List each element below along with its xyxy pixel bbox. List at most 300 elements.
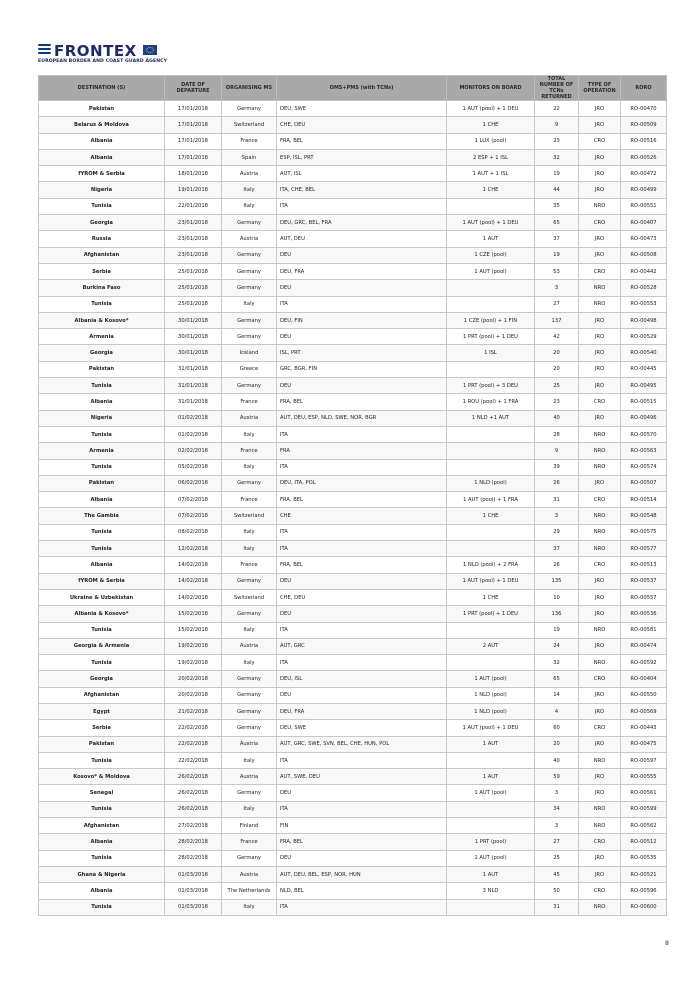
destination-cell: Pakistan <box>39 361 165 377</box>
departure-date-cell: 05/02/2018 <box>165 459 222 475</box>
frontex-lines-icon <box>38 44 51 56</box>
operation-type-cell: CRO <box>579 133 621 149</box>
organising-ms-cell: Greece <box>222 361 277 377</box>
total-returned-cell: 3 <box>535 785 579 801</box>
destination-cell: Armenia <box>39 329 165 345</box>
table-row <box>39 801 667 817</box>
monitors-cell: 1 PRT (pool) + 1 DEU <box>447 606 535 622</box>
table-row <box>39 166 667 182</box>
table-row <box>39 149 667 165</box>
destination-cell: Tunisia <box>39 459 165 475</box>
destination-cell: Serbia <box>39 720 165 736</box>
participating-ms-cell: FRA, BEL <box>277 492 447 508</box>
participating-ms-cell: ITA <box>277 541 447 557</box>
departure-date-cell: 23/01/2018 <box>165 247 222 263</box>
monitors-cell <box>447 361 535 377</box>
table-body <box>39 101 667 916</box>
destination-cell: Tunisia <box>39 850 165 866</box>
destination-cell: Albania <box>39 149 165 165</box>
participating-ms-cell: DEU, FIN <box>277 312 447 328</box>
table-row <box>39 345 667 361</box>
operation-type-cell: NRO <box>579 508 621 524</box>
table-row <box>39 280 667 296</box>
roro-cell: RO-00528 <box>621 280 667 296</box>
roro-cell: RO-00563 <box>621 443 667 459</box>
organising-ms-cell: Switzerland <box>222 589 277 605</box>
organising-ms-cell: The Netherlands <box>222 883 277 899</box>
participating-ms-cell: AUT, DEU, BEL, ESP, NOR, HUN <box>277 866 447 882</box>
destination-cell: Tunisia <box>39 899 165 915</box>
participating-ms-cell: DEU, SWE <box>277 101 447 117</box>
total-returned-cell: 26 <box>535 557 579 573</box>
destination-cell: The Gambia <box>39 508 165 524</box>
operation-type-cell: JRO <box>579 573 621 589</box>
roro-cell: RO-00570 <box>621 426 667 442</box>
roro-cell: RO-00597 <box>621 752 667 768</box>
organising-ms-cell: Iceland <box>222 345 277 361</box>
table-row <box>39 361 667 377</box>
table-row <box>39 459 667 475</box>
total-returned-cell: 3 <box>535 508 579 524</box>
total-returned-cell: 23 <box>535 394 579 410</box>
operation-type-cell: JRO <box>579 166 621 182</box>
departure-date-cell: 01/02/2018 <box>165 410 222 426</box>
operation-type-cell: JRO <box>579 410 621 426</box>
operation-type-cell: JRO <box>579 378 621 394</box>
destination-cell: Tunisia <box>39 801 165 817</box>
total-returned-cell: 60 <box>535 720 579 736</box>
total-returned-cell: 40 <box>535 752 579 768</box>
roro-cell: RO-00473 <box>621 231 667 247</box>
operation-type-cell: JRO <box>579 687 621 703</box>
roro-cell: RO-00508 <box>621 247 667 263</box>
table-row <box>39 573 667 589</box>
total-returned-cell: 9 <box>535 117 579 133</box>
table-row <box>39 492 667 508</box>
total-returned-cell: 3 <box>535 818 579 834</box>
participating-ms-cell: ITA <box>277 459 447 475</box>
participating-ms-cell: DEU <box>277 280 447 296</box>
monitors-cell <box>447 443 535 459</box>
departure-date-cell: 30/01/2018 <box>165 345 222 361</box>
participating-ms-cell: DEU <box>277 247 447 263</box>
table-row <box>39 655 667 671</box>
total-returned-cell: 65 <box>535 215 579 231</box>
roro-cell: RO-00540 <box>621 345 667 361</box>
participating-ms-cell: FRA, BEL <box>277 394 447 410</box>
total-returned-cell: 27 <box>535 834 579 850</box>
table-row <box>39 410 667 426</box>
departure-date-cell: 14/02/2018 <box>165 573 222 589</box>
table-row <box>39 785 667 801</box>
participating-ms-cell: NLD, BEL <box>277 883 447 899</box>
table-row <box>39 263 667 279</box>
monitors-cell: 1 AUT <box>447 769 535 785</box>
operation-type-cell: CRO <box>579 834 621 850</box>
participating-ms-cell: FRA, BEL <box>277 834 447 850</box>
operation-type-cell: NRO <box>579 459 621 475</box>
roro-cell: RO-00514 <box>621 492 667 508</box>
monitors-cell: 1 PRT (pool) + 1 DEU <box>447 329 535 345</box>
destination-cell: Afghanistan <box>39 818 165 834</box>
departure-date-cell: 06/02/2018 <box>165 475 222 491</box>
header-destination: DESTINATION (S) <box>39 76 165 101</box>
table-row <box>39 622 667 638</box>
total-returned-cell: 37 <box>535 541 579 557</box>
destination-cell: Pakistan <box>39 475 165 491</box>
organising-ms-cell: Italy <box>222 182 277 198</box>
roro-cell: RO-00407 <box>621 215 667 231</box>
roro-cell: RO-00575 <box>621 524 667 540</box>
organising-ms-cell: Germany <box>222 606 277 622</box>
organising-ms-cell: France <box>222 834 277 850</box>
operation-type-cell: NRO <box>579 818 621 834</box>
total-returned-cell: 53 <box>535 263 579 279</box>
total-returned-cell: 20 <box>535 361 579 377</box>
destination-cell: Albania <box>39 883 165 899</box>
monitors-cell: 1 AUT (pool) <box>447 850 535 866</box>
departure-date-cell: 17/01/2018 <box>165 117 222 133</box>
organising-ms-cell: Germany <box>222 280 277 296</box>
total-returned-cell: 42 <box>535 329 579 345</box>
table-row <box>39 883 667 899</box>
table-row <box>39 850 667 866</box>
departure-date-cell: 19/01/2018 <box>165 182 222 198</box>
operation-type-cell: CRO <box>579 394 621 410</box>
operation-type-cell: NRO <box>579 426 621 442</box>
table-row <box>39 720 667 736</box>
total-returned-cell: 137 <box>535 312 579 328</box>
departure-date-cell: 22/01/2018 <box>165 198 222 214</box>
departure-date-cell: 31/01/2018 <box>165 361 222 377</box>
participating-ms-cell: ITA <box>277 426 447 442</box>
organising-ms-cell: France <box>222 443 277 459</box>
table-row <box>39 508 667 524</box>
organising-ms-cell: Germany <box>222 687 277 703</box>
destination-cell: Burkina Faso <box>39 280 165 296</box>
monitors-cell <box>447 524 535 540</box>
participating-ms-cell: AUT, GRC, SWE, SVN, BEL, CHE, HUN, POL <box>277 736 447 752</box>
participating-ms-cell: ITA, CHE, BEL <box>277 182 447 198</box>
organising-ms-cell: Italy <box>222 752 277 768</box>
destination-cell: Serbia <box>39 263 165 279</box>
roro-cell: RO-00507 <box>621 475 667 491</box>
destination-cell: Tunisia <box>39 198 165 214</box>
total-returned-cell: 29 <box>535 524 579 540</box>
organising-ms-cell: France <box>222 394 277 410</box>
table-row <box>39 589 667 605</box>
table-row <box>39 426 667 442</box>
departure-date-cell: 02/02/2018 <box>165 443 222 459</box>
roro-cell: RO-00445 <box>621 361 667 377</box>
participating-ms-cell: DEU <box>277 606 447 622</box>
departure-date-cell: 25/01/2018 <box>165 296 222 312</box>
monitors-cell: 1 AUT + 1 ISL <box>447 166 535 182</box>
total-returned-cell: 59 <box>535 769 579 785</box>
logo-subtitle: EUROPEAN BORDER AND COAST GUARD AGENCY <box>38 59 168 64</box>
organising-ms-cell: France <box>222 557 277 573</box>
total-returned-cell: 50 <box>535 883 579 899</box>
monitors-cell: 1 CHE <box>447 117 535 133</box>
participating-ms-cell: AUT, DEU <box>277 231 447 247</box>
header-oms-pms: OMS+PMS (with TCNs) <box>277 76 447 101</box>
organising-ms-cell: Austria <box>222 410 277 426</box>
monitors-cell: 1 CHE <box>447 589 535 605</box>
departure-date-cell: 23/01/2018 <box>165 231 222 247</box>
departure-date-cell: 31/01/2018 <box>165 394 222 410</box>
total-returned-cell: 23 <box>535 133 579 149</box>
roro-cell: RO-00574 <box>621 459 667 475</box>
monitors-cell <box>447 655 535 671</box>
total-returned-cell: 65 <box>535 671 579 687</box>
operation-type-cell: CRO <box>579 215 621 231</box>
destination-cell: Afghanistan <box>39 687 165 703</box>
participating-ms-cell: ITA <box>277 622 447 638</box>
participating-ms-cell: AUT, ISL <box>277 166 447 182</box>
organising-ms-cell: Germany <box>222 703 277 719</box>
destination-cell: Ukraine & Uzbekistan <box>39 589 165 605</box>
monitors-cell: 1 NLD (pool) <box>447 703 535 719</box>
header-type-of-operation: TYPE OF OPERATION <box>579 76 621 101</box>
monitors-cell: 1 ISL <box>447 345 535 361</box>
destination-cell: Tunisia <box>39 426 165 442</box>
table-row <box>39 231 667 247</box>
total-returned-cell: 135 <box>535 573 579 589</box>
table-row <box>39 752 667 768</box>
monitors-cell: 1 CHE <box>447 182 535 198</box>
participating-ms-cell: DEU <box>277 329 447 345</box>
table-row <box>39 475 667 491</box>
total-returned-cell: 4 <box>535 703 579 719</box>
operation-type-cell: NRO <box>579 524 621 540</box>
destination-cell: Senegal <box>39 785 165 801</box>
organising-ms-cell: Italy <box>222 541 277 557</box>
monitors-cell <box>447 752 535 768</box>
total-returned-cell: 27 <box>535 296 579 312</box>
table-row <box>39 769 667 785</box>
return-operations-table <box>38 75 667 916</box>
participating-ms-cell: DEU <box>277 850 447 866</box>
participating-ms-cell: DEU, FRA <box>277 703 447 719</box>
organising-ms-cell: Italy <box>222 655 277 671</box>
departure-date-cell: 08/02/2018 <box>165 524 222 540</box>
roro-cell: RO-00499 <box>621 182 667 198</box>
participating-ms-cell: DEU <box>277 573 447 589</box>
total-returned-cell: 9 <box>535 443 579 459</box>
roro-cell: RO-00404 <box>621 671 667 687</box>
total-returned-cell: 136 <box>535 606 579 622</box>
monitors-cell <box>447 622 535 638</box>
destination-cell: Tunisia <box>39 622 165 638</box>
roro-cell: RO-00472 <box>621 166 667 182</box>
participating-ms-cell: ITA <box>277 524 447 540</box>
participating-ms-cell: ITA <box>277 198 447 214</box>
roro-cell: RO-00512 <box>621 834 667 850</box>
departure-date-cell: 28/02/2018 <box>165 850 222 866</box>
roro-cell: RO-00581 <box>621 622 667 638</box>
eu-flag-icon <box>143 45 157 55</box>
departure-date-cell: 31/01/2018 <box>165 378 222 394</box>
monitors-cell: 2 ESP + 1 ISL <box>447 149 535 165</box>
monitors-cell <box>447 899 535 915</box>
destination-cell: Georgia <box>39 215 165 231</box>
organising-ms-cell: Germany <box>222 378 277 394</box>
operation-type-cell: NRO <box>579 622 621 638</box>
organising-ms-cell: Germany <box>222 785 277 801</box>
monitors-cell: 1 NLD +1 AUT <box>447 410 535 426</box>
destination-cell: Albania <box>39 394 165 410</box>
monitors-cell: 1 NLD (pool) <box>447 475 535 491</box>
roro-cell: RO-00592 <box>621 655 667 671</box>
table-row <box>39 378 667 394</box>
monitors-cell: 1 AUT (pool) + 1 FRA <box>447 492 535 508</box>
monitors-cell: 1 AUT (pool) <box>447 263 535 279</box>
monitors-cell: 1 CZE (pool) <box>447 247 535 263</box>
total-returned-cell: 31 <box>535 899 579 915</box>
roro-cell: RO-00561 <box>621 785 667 801</box>
destination-cell: Tunisia <box>39 296 165 312</box>
roro-cell: RO-00470 <box>621 101 667 117</box>
table-row <box>39 133 667 149</box>
organising-ms-cell: Italy <box>222 899 277 915</box>
table-header-row <box>39 76 667 101</box>
destination-cell: Egypt <box>39 703 165 719</box>
destination-cell: Pakistan <box>39 736 165 752</box>
table-row <box>39 866 667 882</box>
operation-type-cell: NRO <box>579 801 621 817</box>
destination-cell: Georgia & Armenia <box>39 638 165 654</box>
participating-ms-cell: DEU <box>277 687 447 703</box>
destination-cell: Tunisia <box>39 524 165 540</box>
table-row <box>39 198 667 214</box>
organising-ms-cell: Italy <box>222 426 277 442</box>
organising-ms-cell: Switzerland <box>222 117 277 133</box>
departure-date-cell: 26/02/2018 <box>165 769 222 785</box>
total-returned-cell: 32 <box>535 655 579 671</box>
operation-type-cell: JRO <box>579 638 621 654</box>
roro-cell: RO-00537 <box>621 573 667 589</box>
destination-cell: Russia <box>39 231 165 247</box>
monitors-cell: 2 AUT <box>447 638 535 654</box>
roro-cell: RO-00562 <box>621 818 667 834</box>
roro-cell: RO-00535 <box>621 850 667 866</box>
destination-cell: Albania <box>39 492 165 508</box>
organising-ms-cell: Germany <box>222 573 277 589</box>
monitors-cell: 1 AUT (pool) <box>447 671 535 687</box>
page-number: 8 <box>665 940 669 947</box>
table-row <box>39 101 667 117</box>
organising-ms-cell: Finland <box>222 818 277 834</box>
roro-cell: RO-00529 <box>621 329 667 345</box>
destination-cell: Afghanistan <box>39 247 165 263</box>
operation-type-cell: CRO <box>579 720 621 736</box>
operation-type-cell: NRO <box>579 899 621 915</box>
organising-ms-cell: Germany <box>222 720 277 736</box>
operation-type-cell: JRO <box>579 703 621 719</box>
destination-cell: Albania & Kosovo* <box>39 312 165 328</box>
operation-type-cell: JRO <box>579 345 621 361</box>
monitors-cell: 1 AUT (pool) + 1 DEU <box>447 101 535 117</box>
monitors-cell: 1 AUT (pool) + 1 DEU <box>447 573 535 589</box>
total-returned-cell: 26 <box>535 475 579 491</box>
monitors-cell <box>447 426 535 442</box>
departure-date-cell: 01/03/2018 <box>165 899 222 915</box>
total-returned-cell: 19 <box>535 247 579 263</box>
operation-type-cell: NRO <box>579 655 621 671</box>
operation-type-cell: NRO <box>579 541 621 557</box>
departure-date-cell: 22/02/2018 <box>165 736 222 752</box>
header-total-tcns-returned: TOTAL NUMBER OF TCNs RETURNED <box>535 76 579 101</box>
organising-ms-cell: Germany <box>222 329 277 345</box>
table-row <box>39 703 667 719</box>
organising-ms-cell: France <box>222 133 277 149</box>
monitors-cell: 1 AUT (pool) <box>447 785 535 801</box>
monitors-cell: 1 AUT <box>447 231 535 247</box>
operation-type-cell: CRO <box>579 492 621 508</box>
header-organising-ms: ORGANISING MS <box>222 76 277 101</box>
operation-type-cell: NRO <box>579 296 621 312</box>
monitors-cell <box>447 296 535 312</box>
roro-cell: RO-00553 <box>621 296 667 312</box>
operation-type-cell: JRO <box>579 736 621 752</box>
participating-ms-cell: DEU, FRA <box>277 263 447 279</box>
total-returned-cell: 25 <box>535 378 579 394</box>
total-returned-cell: 35 <box>535 198 579 214</box>
roro-cell: RO-00555 <box>621 769 667 785</box>
destination-cell: Nigeria <box>39 182 165 198</box>
operation-type-cell: JRO <box>579 361 621 377</box>
destination-cell: Tunisia <box>39 752 165 768</box>
destination-cell: Albania & Kosovo* <box>39 606 165 622</box>
roro-cell: RO-00548 <box>621 508 667 524</box>
departure-date-cell: 15/02/2018 <box>165 622 222 638</box>
departure-date-cell: 27/02/2018 <box>165 818 222 834</box>
organising-ms-cell: Germany <box>222 215 277 231</box>
destination-cell: Kosovo* & Moldova <box>39 769 165 785</box>
monitors-cell <box>447 818 535 834</box>
participating-ms-cell: CHE <box>277 508 447 524</box>
departure-date-cell: 17/01/2018 <box>165 149 222 165</box>
table-row <box>39 443 667 459</box>
organising-ms-cell: Italy <box>222 801 277 817</box>
participating-ms-cell: DEU <box>277 378 447 394</box>
table-row <box>39 818 667 834</box>
operation-type-cell: JRO <box>579 117 621 133</box>
departure-date-cell: 26/02/2018 <box>165 801 222 817</box>
roro-cell: RO-00495 <box>621 378 667 394</box>
departure-date-cell: 20/02/2018 <box>165 687 222 703</box>
destination-cell: Pakistan <box>39 101 165 117</box>
roro-cell: RO-00443 <box>621 720 667 736</box>
departure-date-cell: 18/01/2018 <box>165 166 222 182</box>
operation-type-cell: JRO <box>579 101 621 117</box>
participating-ms-cell: CHE, DEU <box>277 589 447 605</box>
organising-ms-cell: Austria <box>222 769 277 785</box>
departure-date-cell: 19/02/2018 <box>165 655 222 671</box>
table-row <box>39 834 667 850</box>
operation-type-cell: JRO <box>579 866 621 882</box>
header-roro: RORO <box>621 76 667 101</box>
total-returned-cell: 31 <box>535 492 579 508</box>
monitors-cell: 1 AUT (pool) + 1 DEU <box>447 720 535 736</box>
destination-cell: Belarus & Moldova <box>39 117 165 133</box>
organising-ms-cell: Germany <box>222 247 277 263</box>
departure-date-cell: 26/02/2018 <box>165 785 222 801</box>
organising-ms-cell: Austria <box>222 736 277 752</box>
table-row <box>39 524 667 540</box>
roro-cell: RO-00474 <box>621 638 667 654</box>
operation-type-cell: JRO <box>579 589 621 605</box>
